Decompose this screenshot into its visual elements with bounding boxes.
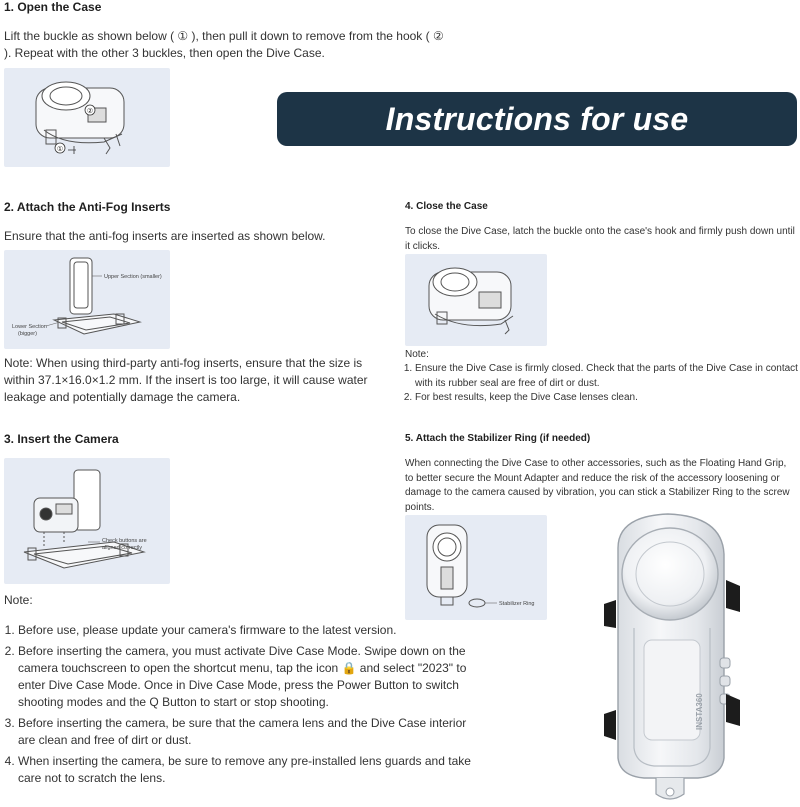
section-3-note-label: Note:: [4, 593, 33, 607]
note-text: For best results, keep the Dive Case lenses clean.: [415, 392, 638, 403]
insert-camera-illustration: [4, 458, 170, 584]
section-4-notes-list: [405, 362, 800, 406]
section-1-heading: 1. Open the Case: [4, 0, 102, 14]
section-5-heading: 5. Attach the Stabilizer Ring (if needed): [405, 433, 591, 444]
close-case-figure: [405, 254, 547, 346]
instructions-banner: [277, 92, 797, 146]
upper-section-label: Upper Section (smaller): [104, 274, 162, 280]
list-item: [18, 753, 474, 787]
close-case-illustration: [405, 254, 547, 346]
note-text: When inserting the camera, be sure to remove any pre-installed lens guards and take care not to scratch the lens.: [18, 754, 471, 785]
case-brand-text: INSTA360: [695, 693, 704, 730]
aligned-correctly-label: aligned correctly: [102, 545, 143, 551]
section-2-note: Note: When using third-party anti-fog inserts, ensure that the size is within 37.1×16.0×1.2 mm. If the insert is too large, it will cause water leakage and potentially damage the camera.: [4, 356, 368, 404]
section-3-heading: 3. Insert the Camera: [4, 432, 119, 446]
section-4-heading: 4. Close the Case: [405, 201, 488, 212]
open-case-figure: [4, 68, 170, 167]
note-text: Before inserting the camera, you must activate Dive Case Mode. Swipe down on the camera touchscreen to open the shortcut menu, tap the icon 🔒 and select "2023" to enter Dive Case Mode. Once in Dive Case Mode, press the Power Button to switch shooting modes and the Q Button to start or stop shooting.: [18, 644, 467, 709]
lower-section-size-label: (bigger): [18, 331, 37, 337]
section-5-text: When connecting the Dive Case to other accessories, such as the Floating Hand Grip, to better secure the Mount Adapter and reduce the risk of the accessory loosening or damage to the camera caused by vibration, you can stick a Stabilizer Ring to the screw points.: [405, 458, 790, 513]
note-text: Before use, please update your camera's firmware to the latest version.: [18, 623, 397, 637]
dive-case-product-image: [598, 508, 746, 806]
note-text: Before inserting the camera, be sure that the camera lens and the Dive Case interior are clean and free of dirt or dust.: [18, 716, 467, 747]
lower-section-label: Lower Section: [12, 324, 47, 330]
list-item: [18, 715, 474, 749]
figure-label-2: ②: [86, 108, 94, 115]
stabilizer-ring-illustration: [405, 515, 547, 620]
check-buttons-label: Check buttons are: [102, 538, 147, 544]
anti-fog-figure: [4, 250, 170, 349]
insert-camera-figure: [4, 458, 170, 584]
section-3-notes-list: [4, 622, 474, 787]
section-2-heading: 2. Attach the Anti-Fog Inserts: [4, 200, 171, 214]
section-4-note-label: Note:: [405, 349, 429, 360]
list-item: [18, 643, 474, 711]
stabilizer-ring-figure: [405, 515, 547, 620]
anti-fog-illustration: [4, 250, 170, 349]
stabilizer-ring-label: Stabilizer Ring: [499, 601, 535, 607]
section-2-text: Ensure that the anti-fog inserts are inserted as shown below.: [4, 229, 326, 243]
open-case-illustration: [4, 68, 170, 167]
list-item: [415, 362, 800, 391]
section-1-text: Lift the buckle as shown below ( ① ), then pull it down to remove from the hook ( ② ). Repeat with the other 3 buckles, then open the Dive Case.: [4, 29, 444, 60]
note-text: Ensure the Dive Case is firmly closed. Check that the parts of the Dive Case in contact with its rubber seal are free of dirt or dust.: [415, 363, 798, 389]
figure-label-1: ①: [56, 146, 64, 153]
banner-title: Instructions for use: [385, 100, 689, 137]
list-item: [18, 622, 474, 639]
list-item: [415, 391, 800, 406]
section-4-text: To close the Dive Case, latch the buckle onto the case's hook and firmly push down until it clicks.: [405, 226, 795, 252]
